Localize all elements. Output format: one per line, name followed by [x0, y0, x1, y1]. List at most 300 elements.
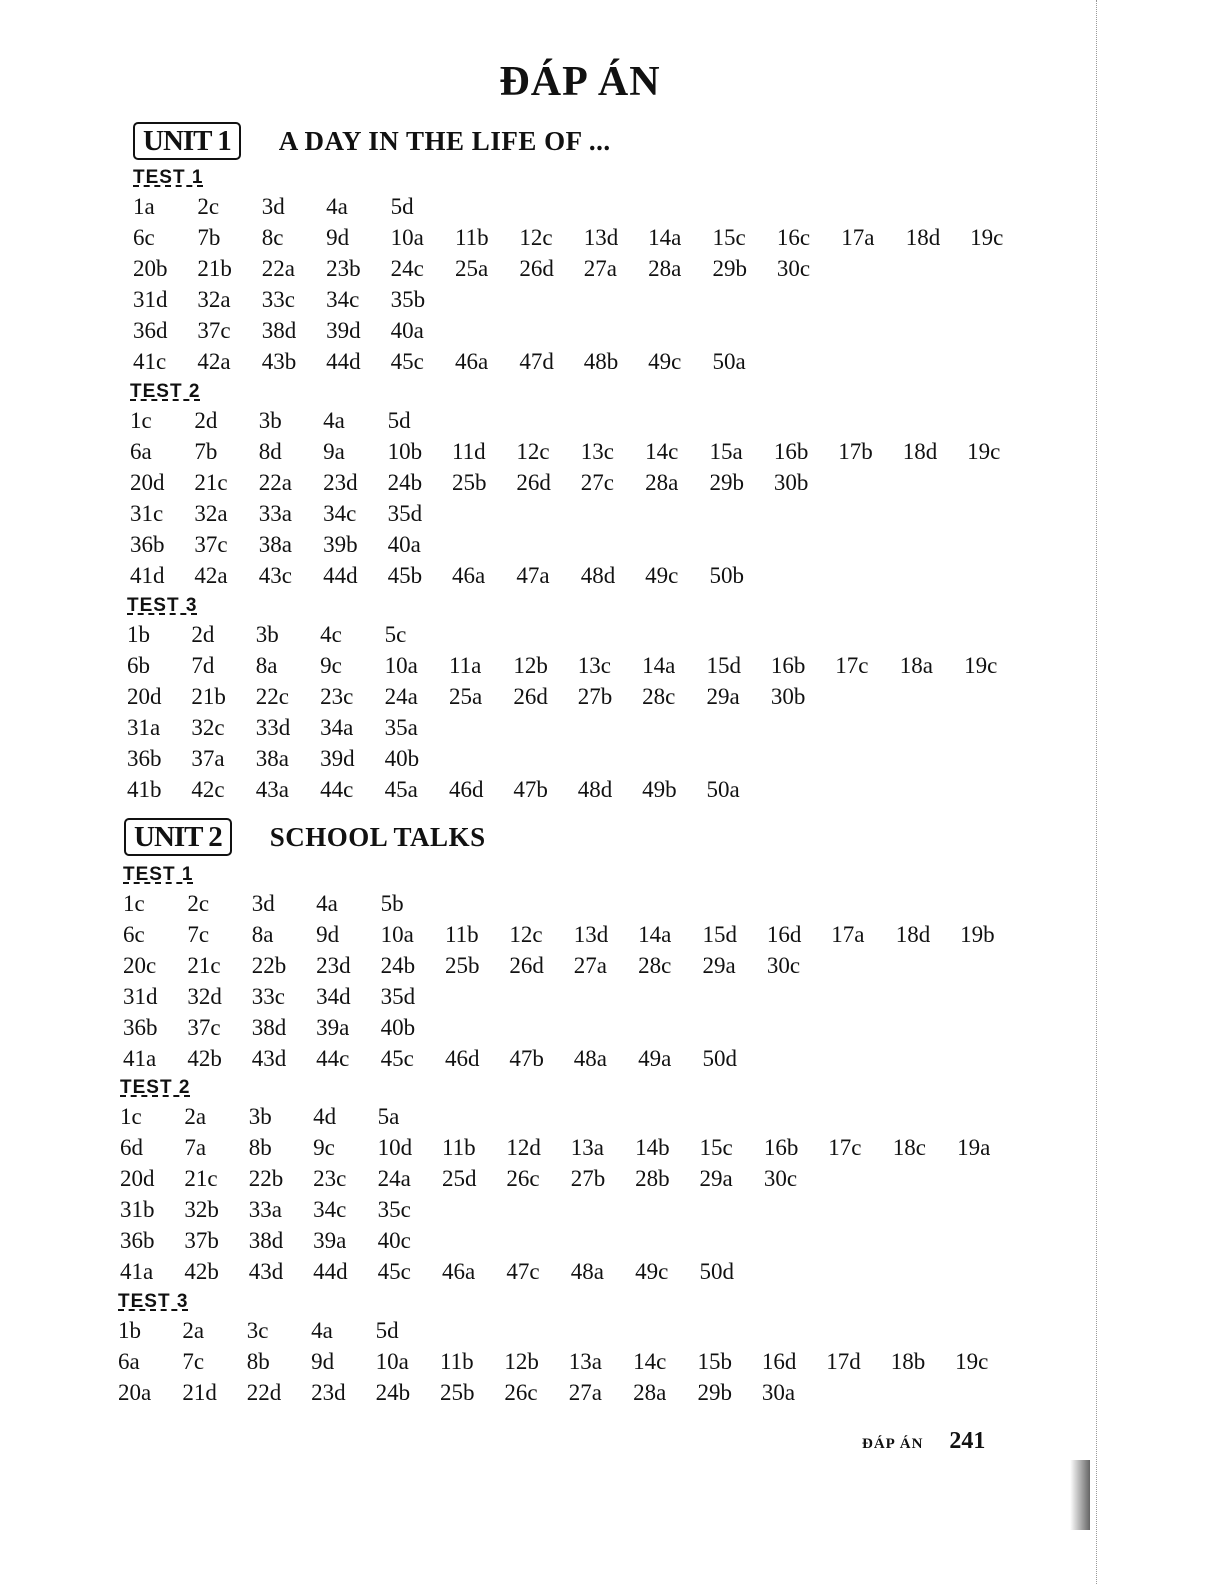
unit-2-test-3 — [118, 1289, 1019, 1408]
answer-item: 12b — [504, 1349, 539, 1374]
answer-item: 39a — [313, 1228, 347, 1253]
answer-item: 4a — [326, 194, 348, 219]
answer-item: 25b — [439, 1380, 475, 1405]
answer-item: 45c — [390, 349, 424, 374]
answer-row — [130, 467, 1031, 498]
answer-item: 11d — [451, 439, 486, 464]
answer-item: 4a — [323, 408, 345, 433]
test-label: TEST 2 — [130, 381, 201, 402]
answer-item: 6a — [118, 1349, 140, 1374]
answer-item: 11a — [448, 653, 482, 678]
unit-1-header — [133, 122, 611, 160]
answer-item: 23d — [323, 470, 358, 495]
answer-item: 18d — [902, 439, 938, 464]
answer-item: 38d — [261, 318, 297, 343]
answer-item: 1b — [118, 1318, 141, 1343]
unit-1-test-3 — [127, 593, 1028, 805]
answer-item: 36b — [127, 746, 162, 771]
answer-item: 23c — [313, 1166, 347, 1191]
answer-item: 21b — [197, 256, 232, 281]
answer-item: 48b — [583, 349, 619, 374]
answer-item: 2c — [197, 194, 220, 219]
answer-item: 18d — [905, 225, 941, 250]
answer-item: 44c — [316, 1046, 350, 1071]
answer-item: 29b — [709, 470, 745, 495]
answer-item: 16b — [773, 439, 809, 464]
answer-item: 30b — [770, 684, 806, 709]
answer-item: 22b — [251, 953, 287, 978]
answer-item: 41a — [120, 1259, 154, 1284]
answer-row — [120, 1132, 1021, 1163]
answer-item: 47c — [506, 1259, 540, 1284]
answer-item: 27b — [570, 1166, 606, 1191]
answer-item: 9c — [320, 653, 342, 678]
answer-item: 20b — [133, 256, 168, 281]
answer-item: 17a — [841, 225, 875, 250]
test-label: TEST 3 — [118, 1291, 189, 1312]
answer-item: 44c — [320, 777, 354, 802]
answer-item: 49a — [638, 1046, 672, 1071]
answer-item: 44d — [326, 349, 361, 374]
answer-item: 14a — [638, 922, 672, 947]
answer-row — [133, 222, 1034, 253]
answer-item: 3c — [246, 1318, 269, 1343]
answer-item: 27a — [568, 1380, 602, 1405]
answer-item: 13c — [577, 653, 611, 678]
answer-item: 42a — [197, 349, 231, 374]
answer-item: 14c — [633, 1349, 667, 1374]
answer-row — [127, 619, 1028, 650]
answer-item: 2d — [191, 622, 215, 647]
answer-item: 17b — [838, 439, 873, 464]
answer-row — [123, 950, 1024, 981]
answer-row — [133, 191, 1034, 222]
answer-item: 16b — [770, 653, 806, 678]
answer-item: 40a — [390, 318, 424, 343]
unit-1-title: A DAY IN THE LIFE OF ... — [278, 125, 611, 156]
answer-item: 32b — [184, 1197, 219, 1222]
answer-item: 48a — [570, 1259, 604, 1284]
answer-item: 45a — [384, 777, 418, 802]
answer-item: 34c — [326, 287, 360, 312]
answer-item: 25a — [454, 256, 489, 281]
answer-item: 3b — [255, 622, 279, 647]
answer-item: 18b — [890, 1349, 926, 1374]
answer-item: 33a — [258, 501, 292, 526]
answer-item: 13d — [573, 922, 609, 947]
answer-item: 46a — [451, 563, 486, 588]
answer-item: 24c — [390, 256, 424, 281]
answer-item: 9c — [313, 1135, 335, 1160]
answer-item: 21c — [194, 470, 228, 495]
answer-item: 45c — [380, 1046, 414, 1071]
answer-item: 28b — [635, 1166, 670, 1191]
answer-item: 28a — [633, 1380, 667, 1405]
answer-item: 29a — [706, 684, 740, 709]
answer-item: 16b — [763, 1135, 799, 1160]
answer-item: 31c — [130, 501, 164, 526]
answer-item: 40b — [380, 1015, 416, 1040]
answer-item: 37b — [184, 1228, 219, 1253]
answer-item: 26c — [506, 1166, 540, 1191]
test-label: TEST 1 — [133, 167, 204, 188]
answer-item: 49c — [648, 349, 682, 374]
answer-row — [118, 1346, 1019, 1377]
answer-item: 46d — [444, 1046, 480, 1071]
answer-item: 30c — [763, 1166, 798, 1191]
answer-item: 22b — [248, 1166, 284, 1191]
answer-item: 40c — [377, 1228, 411, 1253]
answer-item: 10a — [380, 922, 414, 947]
answer-item: 44d — [323, 563, 358, 588]
answer-item: 36b — [130, 532, 165, 557]
answer-item: 6d — [120, 1135, 143, 1160]
answer-row — [118, 1315, 1019, 1346]
answer-item: 8a — [251, 922, 274, 947]
answer-item: 4d — [313, 1104, 337, 1129]
answer-item: 34c — [323, 501, 357, 526]
answer-item: 12c — [509, 922, 543, 947]
answer-item: 49b — [642, 777, 677, 802]
answer-item: 8b — [246, 1349, 270, 1374]
answer-item: 3d — [251, 891, 275, 916]
answer-item: 43a — [255, 777, 289, 802]
answer-item: 24a — [384, 684, 418, 709]
answer-item: 30b — [773, 470, 809, 495]
answer-item: 28c — [638, 953, 672, 978]
answer-item: 12c — [519, 225, 553, 250]
answer-row — [130, 529, 1031, 560]
answer-item: 12d — [506, 1135, 541, 1160]
answer-item: 20c — [123, 953, 157, 978]
answer-item: 26d — [513, 684, 548, 709]
answer-item: 31b — [120, 1197, 155, 1222]
unit-2-test-1 — [123, 862, 1024, 1074]
answer-row — [120, 1256, 1021, 1287]
answer-item: 5d — [390, 194, 414, 219]
answer-item: 19c — [955, 1349, 989, 1374]
answer-item: 30a — [761, 1380, 796, 1405]
answer-item: 29a — [702, 953, 736, 978]
answer-item: 1a — [133, 194, 155, 219]
answer-item: 35d — [380, 984, 416, 1009]
scan-edge-artifact — [1096, 0, 1097, 1584]
answer-item: 35b — [390, 287, 426, 312]
answer-item: 15a — [709, 439, 743, 464]
answer-row — [133, 253, 1034, 284]
answer-row — [127, 650, 1028, 681]
answer-item: 32c — [191, 715, 225, 740]
answer-item: 41b — [127, 777, 162, 802]
answer-item: 42c — [191, 777, 225, 802]
answer-item: 2d — [194, 408, 218, 433]
answer-row — [120, 1101, 1021, 1132]
answer-item: 49c — [645, 563, 679, 588]
answer-item: 11b — [444, 922, 479, 947]
answer-item: 13d — [583, 225, 619, 250]
answer-item: 46a — [454, 349, 489, 374]
answer-item: 1b — [127, 622, 150, 647]
answer-item: 25d — [441, 1166, 477, 1191]
answer-item: 3b — [248, 1104, 272, 1129]
answer-item: 14a — [642, 653, 676, 678]
answer-item: 32a — [197, 287, 231, 312]
answer-row — [130, 498, 1031, 529]
answer-item: 32a — [194, 501, 228, 526]
answer-item: 46a — [441, 1259, 476, 1284]
answer-item: 5d — [375, 1318, 399, 1343]
answer-row — [123, 981, 1024, 1012]
answer-item: 20a — [118, 1380, 152, 1405]
answer-item: 40a — [387, 532, 421, 557]
answer-item: 31a — [127, 715, 161, 740]
answer-item: 26d — [509, 953, 544, 978]
answer-item: 1c — [130, 408, 152, 433]
answer-item: 6a — [130, 439, 152, 464]
answer-item: 26d — [516, 470, 551, 495]
answer-item: 20d — [127, 684, 162, 709]
answer-row — [130, 405, 1031, 436]
answer-item: 21c — [184, 1166, 218, 1191]
answer-item: 28a — [645, 470, 679, 495]
answer-item: 28c — [642, 684, 676, 709]
answer-item: 7b — [194, 439, 218, 464]
answer-item: 21b — [191, 684, 226, 709]
answer-item: 16c — [776, 225, 811, 250]
answer-item: 18d — [895, 922, 931, 947]
answer-row — [120, 1163, 1021, 1194]
unit-1-label: UNIT 1 — [133, 122, 241, 160]
answer-item: 18c — [892, 1135, 926, 1160]
answer-row — [127, 712, 1028, 743]
answer-row — [130, 560, 1031, 591]
answer-item: 21c — [187, 953, 221, 978]
answer-row — [133, 284, 1034, 315]
answer-item: 15d — [706, 653, 742, 678]
answer-item: 49c — [635, 1259, 669, 1284]
answer-item: 22c — [255, 684, 289, 709]
answer-item: 43b — [261, 349, 297, 374]
answer-item: 13a — [568, 1349, 602, 1374]
answer-item: 31d — [133, 287, 168, 312]
answer-item: 29b — [712, 256, 748, 281]
answer-item: 50a — [712, 349, 746, 374]
answer-item: 27a — [583, 256, 617, 281]
answer-item: 7b — [197, 225, 221, 250]
answer-item: 36b — [120, 1228, 155, 1253]
answer-item: 10a — [375, 1349, 409, 1374]
answer-item: 9d — [326, 225, 350, 250]
answer-item: 22d — [246, 1380, 282, 1405]
answer-item: 15d — [702, 922, 738, 947]
answer-item: 14a — [648, 225, 682, 250]
answer-item: 10a — [384, 653, 418, 678]
answer-item: 37c — [194, 532, 228, 557]
answer-item: 19c — [967, 439, 1001, 464]
answer-item: 48d — [580, 563, 616, 588]
answer-item: 5b — [380, 891, 404, 916]
answer-item: 41d — [130, 563, 165, 588]
answer-item: 33a — [248, 1197, 282, 1222]
answer-item: 17d — [826, 1349, 861, 1374]
answer-item: 4a — [316, 891, 338, 916]
answer-item: 11b — [439, 1349, 474, 1374]
answer-item: 42b — [184, 1259, 219, 1284]
answer-item: 17a — [831, 922, 865, 947]
answer-item: 26d — [519, 256, 554, 281]
answer-item: 43c — [258, 563, 292, 588]
answer-item: 44d — [313, 1259, 348, 1284]
test-label: TEST 1 — [123, 864, 194, 885]
answer-item: 30c — [766, 953, 801, 978]
answer-row — [123, 1043, 1024, 1074]
answer-item: 15c — [699, 1135, 733, 1160]
unit-1-test-1 — [133, 165, 1034, 377]
answer-row — [123, 888, 1024, 919]
answer-item: 2c — [187, 891, 210, 916]
answer-item: 50a — [706, 777, 740, 802]
answer-item: 7a — [184, 1135, 207, 1160]
answer-row — [120, 1225, 1021, 1256]
answer-item: 1c — [123, 891, 145, 916]
answer-item: 22a — [261, 256, 295, 281]
page-title: ĐÁP ÁN — [499, 59, 661, 105]
answer-item: 5d — [387, 408, 411, 433]
answer-item: 6b — [127, 653, 150, 678]
answer-item: 47b — [513, 777, 548, 802]
answer-item: 18a — [899, 653, 933, 678]
answer-item: 24b — [375, 1380, 411, 1405]
answer-item: 11b — [454, 225, 489, 250]
answer-item: 12c — [516, 439, 550, 464]
answer-row — [123, 1012, 1024, 1043]
answer-item: 29a — [699, 1166, 733, 1191]
answer-item: 33c — [261, 287, 295, 312]
answer-item: 31d — [123, 984, 158, 1009]
answer-row — [133, 346, 1034, 377]
answer-item: 14b — [635, 1135, 670, 1160]
test-label: TEST 3 — [127, 595, 198, 616]
answer-item: 10d — [377, 1135, 413, 1160]
answer-item: 5a — [377, 1104, 400, 1129]
answer-item: 37a — [191, 746, 225, 771]
answer-item: 24b — [387, 470, 423, 495]
answer-item: 42a — [194, 563, 228, 588]
page-number: 241 — [949, 1428, 986, 1454]
answer-item: 36d — [133, 318, 168, 343]
answer-item: 25a — [448, 684, 483, 709]
page-footer — [862, 1428, 985, 1455]
unit-1-test-2 — [130, 379, 1031, 591]
answer-item: 30c — [776, 256, 811, 281]
unit-2-title: SCHOOL TALKS — [269, 821, 486, 852]
answer-item: 4a — [311, 1318, 333, 1343]
answer-item: 17c — [828, 1135, 862, 1160]
answer-item: 50d — [699, 1259, 735, 1284]
answer-item: 16d — [761, 1349, 797, 1374]
answer-item: 43d — [251, 1046, 287, 1071]
answer-item: 24b — [380, 953, 416, 978]
answer-item: 36b — [123, 1015, 158, 1040]
answer-item: 34c — [313, 1197, 347, 1222]
answer-item: 28a — [648, 256, 682, 281]
answer-item: 37c — [197, 318, 231, 343]
answer-item: 35a — [384, 715, 418, 740]
answer-item: 38a — [258, 532, 292, 557]
answer-item: 1c — [120, 1104, 142, 1129]
answer-row — [127, 774, 1028, 805]
scan-blot-artifact — [1070, 1460, 1090, 1530]
answer-item: 38d — [248, 1228, 284, 1253]
answer-item: 15b — [697, 1349, 733, 1374]
answer-item: 45b — [387, 563, 423, 588]
answer-item: 46d — [448, 777, 484, 802]
answer-item: 34d — [316, 984, 351, 1009]
answer-item: 10a — [390, 225, 424, 250]
footer-label: ĐÁP ÁN — [862, 1436, 924, 1452]
answer-item: 27a — [573, 953, 607, 978]
answer-item: 39d — [320, 746, 355, 771]
answer-item: 39a — [316, 1015, 350, 1040]
answer-item: 29b — [697, 1380, 733, 1405]
answer-item: 21d — [182, 1380, 217, 1405]
answer-item: 24a — [377, 1166, 411, 1191]
answer-item: 11b — [441, 1135, 476, 1160]
answer-item: 8a — [255, 653, 278, 678]
answer-item: 20d — [120, 1166, 155, 1191]
answer-item: 50b — [709, 563, 745, 588]
unit-2-header — [124, 818, 486, 856]
answer-item: 23b — [326, 256, 361, 281]
answer-item: 9d — [316, 922, 340, 947]
answer-item: 17c — [835, 653, 869, 678]
answer-item: 47b — [509, 1046, 544, 1071]
answer-item: 25b — [451, 470, 487, 495]
answer-item: 39d — [326, 318, 361, 343]
answer-item: 7c — [182, 1349, 205, 1374]
answer-item: 19c — [970, 225, 1004, 250]
answer-row — [130, 436, 1031, 467]
answer-item: 12b — [513, 653, 548, 678]
answer-item: 39b — [323, 532, 358, 557]
answer-item: 7d — [191, 653, 215, 678]
answer-item: 10b — [387, 439, 423, 464]
answer-item: 6c — [123, 922, 145, 947]
answer-item: 14c — [645, 439, 679, 464]
answer-item: 35c — [377, 1197, 411, 1222]
answer-item: 22a — [258, 470, 292, 495]
answer-item: 2a — [184, 1104, 207, 1129]
answer-item: 47d — [519, 349, 554, 374]
answer-item: 38a — [255, 746, 289, 771]
answer-row — [120, 1194, 1021, 1225]
answer-item: 7c — [187, 922, 210, 947]
answer-item: 41a — [123, 1046, 157, 1071]
answer-item: 4c — [320, 622, 342, 647]
answer-item: 6c — [133, 225, 155, 250]
answer-item: 8c — [261, 225, 284, 250]
answer-row — [127, 743, 1028, 774]
answer-item: 5c — [384, 622, 407, 647]
answer-item: 48a — [573, 1046, 607, 1071]
answer-item: 48d — [577, 777, 613, 802]
answer-row — [123, 919, 1024, 950]
answer-item: 27b — [577, 684, 613, 709]
answer-item: 45c — [377, 1259, 411, 1284]
answer-item: 50d — [702, 1046, 738, 1071]
answer-row — [133, 315, 1034, 346]
answer-item: 47a — [516, 563, 550, 588]
